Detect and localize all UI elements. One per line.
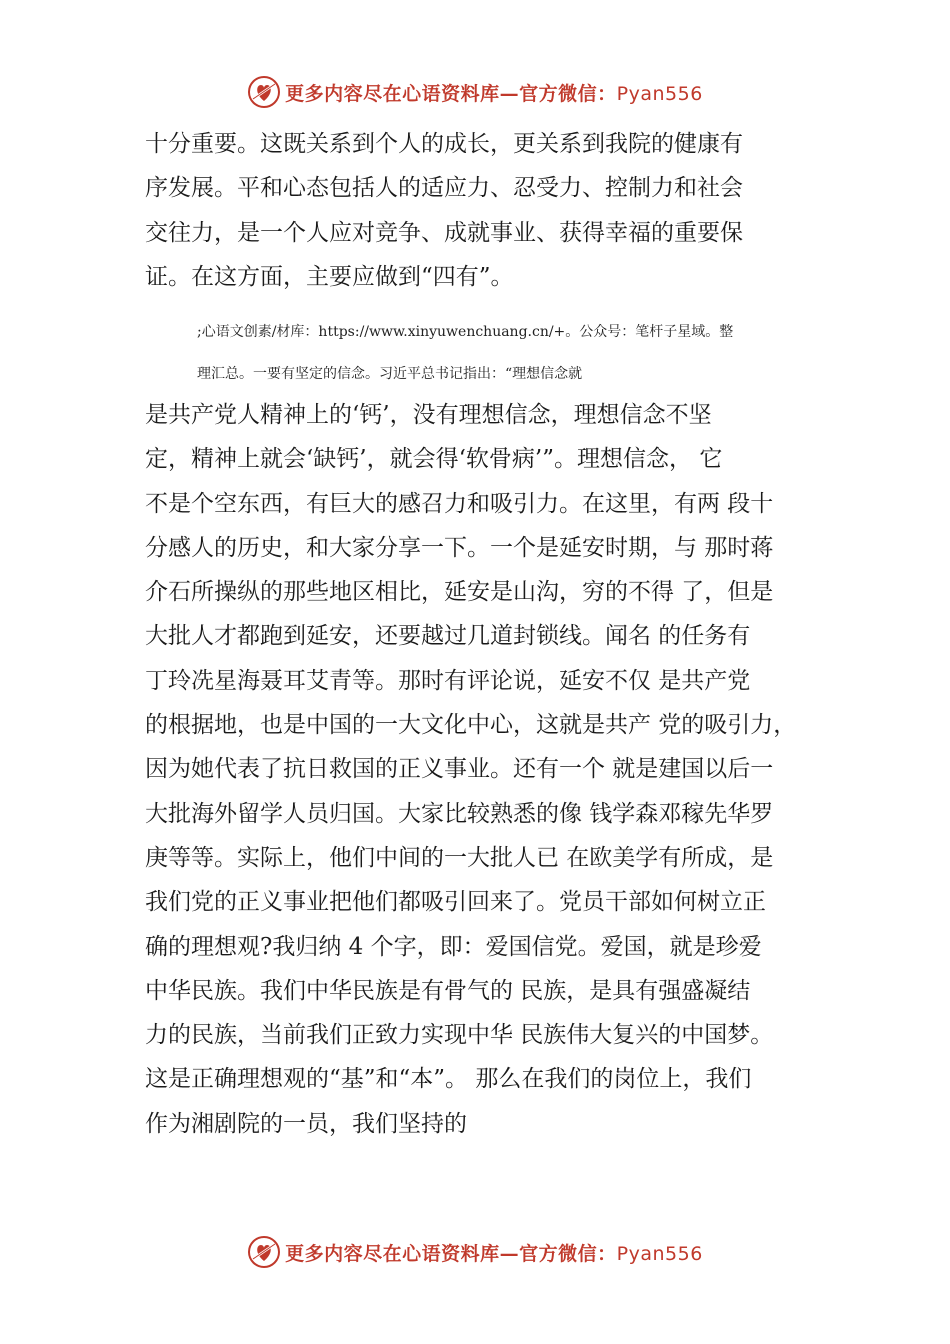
text-line: 确的理想观?我归纳 4 个字，即：爱国信党。爱国，就是珍爱 (145, 933, 762, 960)
banner-text: 更多内容尽在心语资料库—官方微信：Pyan556 (285, 1242, 703, 1265)
text-line: 交往力，是一个人应对竞争、成就事业、获得幸福的重要保 (145, 219, 743, 246)
paragraph-2 (145, 393, 845, 1146)
text-line: 作为湘剧院的一员，我们坚持的 (145, 1110, 467, 1137)
text-line: 分感人的历史，和大家分享一下。一个是延安时期，与 那时蒋 (145, 534, 774, 561)
text-line: 定，精神上就会‘缺钙’，就会得‘软骨病’”。理想信念， 它 (145, 446, 723, 473)
text-line: 力的民族，当前我们正致力实现中华 民族伟大复兴的中国梦。 (145, 1022, 774, 1049)
text-line: 序发展。平和心态包括人的适应力、忍受力、控制力和社会 (145, 175, 743, 202)
text-line: 这是正确理想观的“基”和“本”。 那么在我们的岗位上，我们 (145, 1066, 752, 1093)
banner-text: 更多内容尽在心语资料库—官方微信：Pyan556 (285, 82, 703, 105)
text-line: 十分重要。这既关系到个人的成长，更关系到我院的健康有 (145, 131, 743, 157)
text-line: 是共产党人精神上的‘钙’，没有理想信念，理想信念不坚 (145, 402, 712, 428)
source-note-line-2: 理汇总。一要有坚定的信念。习近平总书记指出：“理想信念就 (197, 366, 583, 382)
text-line: 中华民族。我们中华民族是有骨气的 民族，是具有强盛凝结 (145, 977, 751, 1004)
text-line: 我们党的正义事业把他们都吸引回来了。党员干部如何树立正 (145, 889, 766, 916)
text-line: 不是个空东西，有巨大的感召力和吸引力。在这里，有两 段十 (145, 490, 774, 517)
text-line: 丁玲冼星海聂耳艾青等。那时有评论说，延安不仅 是共产党 (145, 667, 751, 694)
header-banner (0, 72, 950, 112)
text-line: 介石所操纵的那些地区相比，延安是山沟，穷的不得 了，但是 (145, 579, 774, 606)
footer-banner (0, 1232, 950, 1272)
source-note-line-1: ;心语文创素/材库：https://www.xinyuwenchuang.cn/+。公众号：笔杆子星域。整 (197, 324, 734, 340)
paragraph-1 (145, 122, 845, 299)
text-line: 证。在这方面，主要应做到“四有”。 (145, 263, 514, 290)
text-line: 庚等等。实际上，他们中间的一大批人已 在欧美学有所成，是 (145, 844, 774, 871)
text-line: 大批人才都跑到延安，还要越过几道封锁线。闻名 的任务有 (145, 623, 751, 650)
text-line: 因为她代表了抗日救国的正义事业。还有一个 就是建国以后一 (145, 756, 774, 783)
heart-ribbon-logo-icon (247, 75, 281, 109)
text-line: 大批海外留学人员归国。大家比较熟悉的像 钱学森邓稼先华罗 (145, 800, 774, 827)
text-line: 的根据地，也是中国的一大文化中心，这就是共产 党的吸引力， (145, 712, 797, 739)
heart-ribbon-logo-icon (247, 1235, 281, 1269)
